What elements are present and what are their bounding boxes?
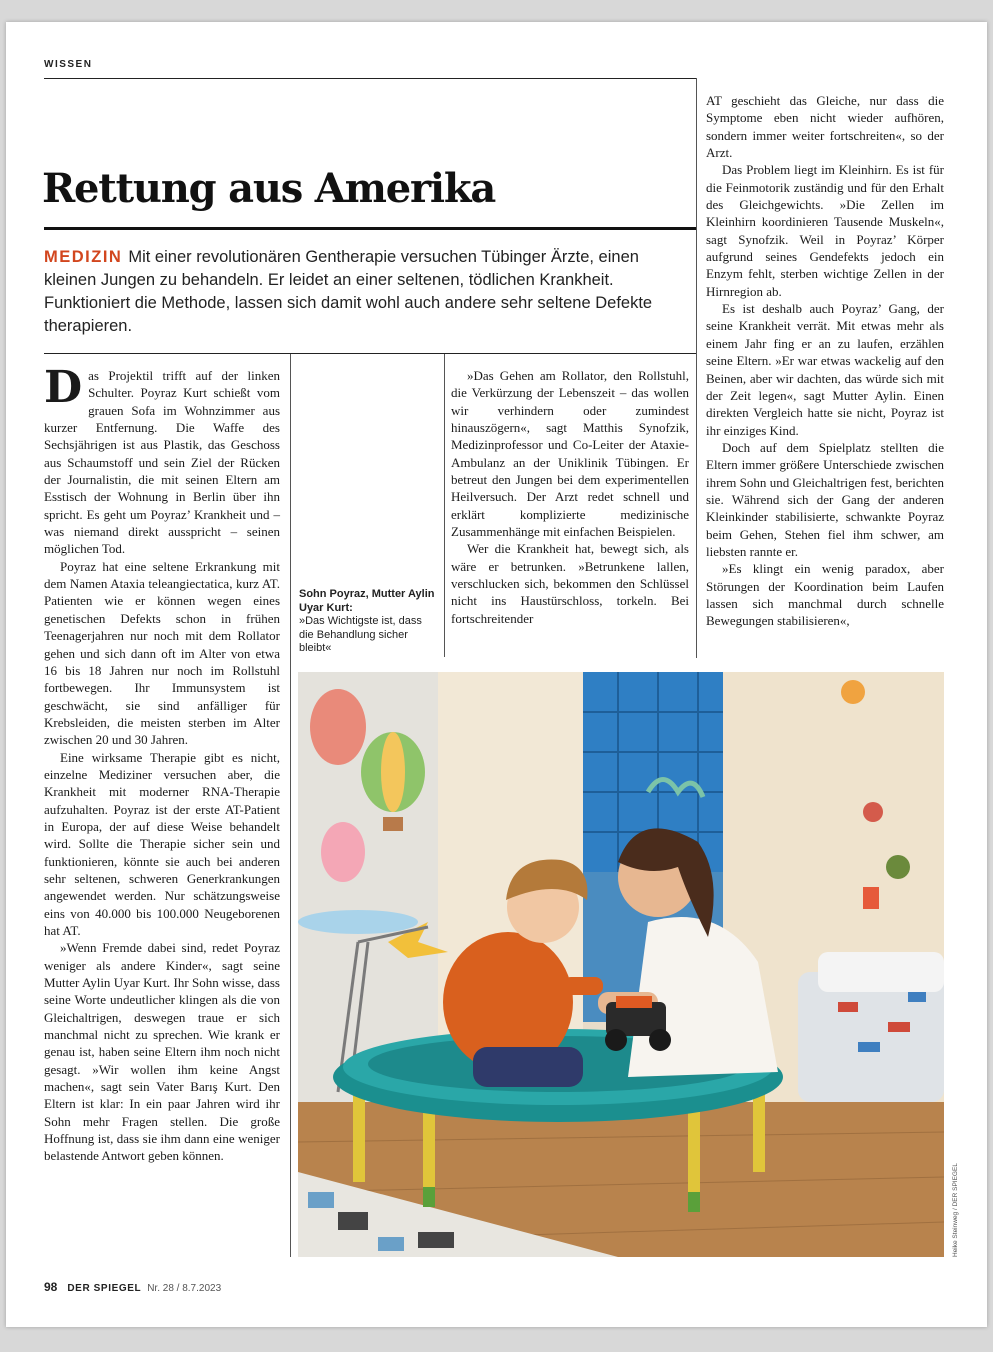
top-rule [44,78,696,79]
magazine-name: DER SPIEGEL [67,1283,142,1294]
teaser-rule [44,353,696,354]
article-paragraph: AT geschieht das Gleiche, nur dass die Symptome eben nicht wieder aufhören, sondern immer weiter fortschreiten«, so der Arzt. [706,93,944,161]
caption-quote: »Das Wichtigste ist, dass die Behandlung sicher bleibt« [299,615,422,654]
caption-title: Sohn Poyraz, Mutter Aylin Uyar Kurt: [299,588,435,614]
column-divider-1 [290,354,291,1257]
photo-illustration [298,672,944,1257]
article-paragraph: Doch auf dem Spielplatz stellten die Eltern immer größere Unterschiede zwischen ihrem Sohn und Gleichaltrigen fest, berichten sie. Während sich der Gang der anderen Kleinkinder stabilisierte, schwankte Poyraz beim Gehen, Stehen fiel ihm schwer, am liebsten rannte er. [706,439,944,559]
photo-credit: Heike Steinweg / DER SPIEGEL [952,1163,959,1257]
article-paragraph: »Wenn Fremde dabei sind, redet Poyraz weniger als andere Kinder«, sagt seine Mutter Aylin Uyar Kurt. Ihr Sohn wisse, dass seine Worte undeutlicher klingen als die von Gleichaltrigen, deswegen traue er sich manchmal nicht zu sprechen. Wie krank er genau ist, haben seine Eltern ihm noch nicht gesagt. »Wir wollen ihm keine Angst machen«, sagt sein Vater Barış Kurt. Den Eltern ist klar: In ein paar Jahren wird ihr Sohn mehr Fragen stellen. Die große Hoffnung ist, dass sie ihm dann eine weniger belastende Antwort geben können. [44,940,280,1164]
paragraph-text: as Projektil trifft auf der linken Schulter. Poyraz Kurt schießt vom grauen Sofa im Wohnzimmer aus kurzer Entfernung. Die Waffe des Sechsjährigen ist aus Plastik, das Geschoss aus Schaumstoff und sein Ziel der Rücken der Journalistin, die mit seinen Eltern am Esstisch der Wohnung in Berlin über ihn spricht. Es geht um Poyraz’ Krankheit und – was niemand direkt ausspricht – seinen möglichen Tod. [44,368,280,557]
article-column-1 [44,362,280,1165]
drop-cap: D [44,362,83,413]
article-column-3 [451,367,689,627]
magazine-page [6,22,987,1327]
issue-info: Nr. 28 / 8.7.2023 [147,1283,222,1294]
article-paragraph: Eine wirksame Therapie gibt es nicht, einzelne Mediziner versuchen aber, die Krankheit mit moderner RNA-Therapie aufzuhalten. Poyraz ist der erste AT-Patient in Europa, der auf diese Weise behandelt wird. Sollte die Therapie sicher sein und funktionieren, könnte sie auch bei anderen sehr seltenen, schweren Generkrankungen angewendet werden. Nur schätzungsweise eins von 40.000 bis 100.000 Neugeborenen hat AT. [44,749,280,938]
column-divider-3 [696,78,697,658]
article-paragraph: »Es klingt ein wenig paradox, aber Störungen der Koordination beim Laufen lassen sich manchmal durch schnelle Bewegungen stabilisieren«, [706,561,944,629]
article-paragraph [44,362,280,558]
column-divider-2 [444,354,445,657]
article-column-4 [706,92,944,630]
section-label: WISSEN [44,59,93,70]
photo-caption [299,588,437,656]
page-number: 98 [44,1280,58,1294]
article-photo [298,672,944,1257]
headline: Rettung aus Amerika [42,165,496,212]
teaser-kicker: MEDIZIN [44,248,123,266]
teaser [44,246,684,338]
headline-rule [44,227,696,230]
article-paragraph: Das Problem liegt im Kleinhirn. Es ist für die Feinmotorik zuständig und für den Erhalt des Gleichgewichts. »Die Zellen im Kleinhirn koordinieren Tausende Muskeln«, sagt Synofzik. Weil in Poyraz’ Körper aufgrund seines Gendefekts jedoch ein Enzym fehlt, sterben wichtige Zellen in der Hirnregion ab. [706,162,944,299]
article-paragraph: Es ist deshalb auch Poyraz’ Gang, der seine Krankheit verrät. Mit etwas mehr als einem Jahr fing er an zu laufen, erzählen seine Eltern. »Er war etwas wackelig auf den Beinen, aber wir dachten, das würde sich mit der Zeit legen«, sagt Mutter Aylin. Einen direkten Vergleich hatte sie nicht, Poyraz ist ihr einziges Kind. [706,301,944,438]
article-paragraph: Wer die Krankheit hat, bewegt sich, als wäre er betrunken. »Betrunkene lallen, verschlucken sich, bekommen den Schlüssel nicht ins Haustürschloss, torkeln. Bei fortschreitender [451,541,689,626]
article-paragraph: Poyraz hat eine seltene Erkrankung mit dem Namen Ataxia teleangiectatica, kurz AT. Patienten wie er können wegen eines genetischen Defekts schon in frühen Teenagerjahren nur noch mit dem Rollator gehen und sich dann oft im Alter von etwa 16 bis 18 Jahren nur noch im Rollstuhl fortbewegen. Ihr Immunsystem ist geschwächt, sie sind anfälliger für Krebsleiden, die meisten sterben im Alter zwischen 20 und 30 Jahren. [44,558,280,748]
teaser-text: Mit einer revolutionären Gentherapie versuchen Tübinger Ärzte, einen kleinen Jungen zu behandeln. Er leidet an einer seltenen, tödlichen Krankheit. Funktioniert die Methode, lassen sich damit wohl auch andere sehr seltene Defekte therapieren. [44,248,653,335]
page-footer [44,1280,221,1294]
article-paragraph: »Das Gehen am Rollator, den Rollstuhl, die Verkürzung der Lebenszeit – das wollen wir verhindern oder zumindest hinauszögern«, sagt Matthis Synofzik, Medizinprofessor und Co-Leiter der Ataxie-Ambulanz an der Uniklinik Tübingen. Er betreut den Jungen bei dem experimentellen Heilversuch. Der Arzt redet schnell und erklärt komplizierte medizinische Zusammenhänge mit einfachen Beispielen. [451,368,689,540]
